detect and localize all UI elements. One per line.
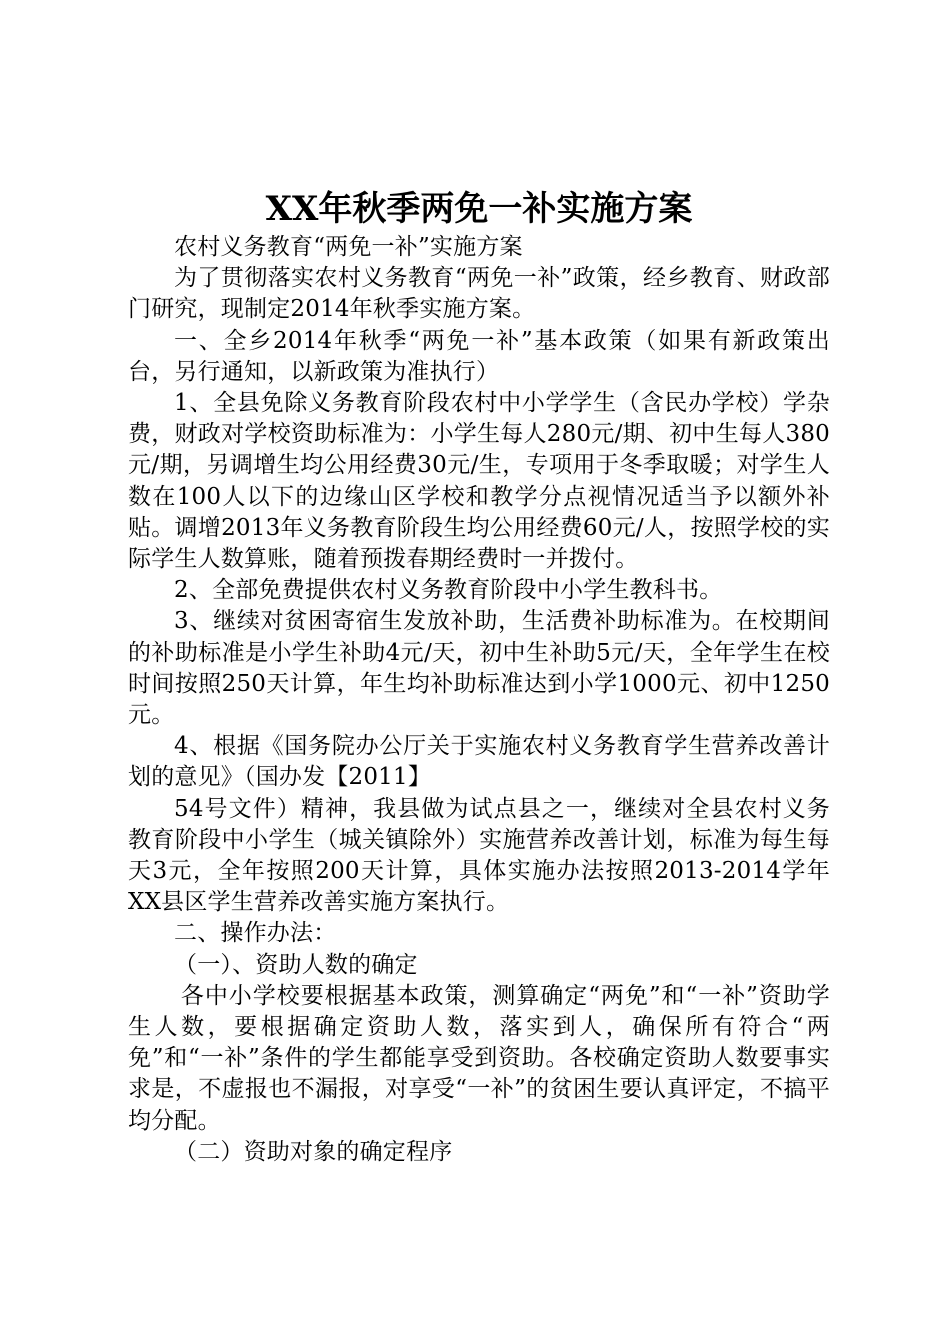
document-page	[128, 186, 830, 1168]
paragraph-item-3: 3、继续对贫困寄宿生发放补助，生活费补助标准为。在校期间的补助标准是小学生补助4元/天，初中生补助5元/天，全年学生在校时间按照250天计算，年生均补助标准达到小学1000元、初中1250元。	[128, 608, 830, 729]
paragraph-subsection-2-heading: （二）资助对象的确定程序	[174, 1138, 453, 1165]
paragraph-section-2-heading: 二、操作办法：	[174, 920, 337, 947]
paragraph-item-4: 4、根据《国务院办公厅关于实施农村义务教育学生营养改善计划的意见》（国办发【2011】	[128, 733, 830, 791]
paragraph-item-2: 2、全部免费提供农村义务教育阶段中小学生教科书。	[174, 577, 723, 604]
document-title: XX年秋季两免一补实施方案	[265, 189, 693, 229]
paragraph-item-1: 1、全县免除义务教育阶段农村中小学学生（含民办学校）学杂费，财政对学校资助标准为：小学生每人280元/期、初中生每人380元/期，另调增生均公用经费30元/生，专项用于冬季取暖；对学生人数在100人以下的边缘山区学校和教学分点视情况适当予以额外补贴。调增2013年义务教育阶段生均公用经费60元/人，按照学校的实际学生人数算账，随着预拨春期经费时一并拨付。	[128, 390, 830, 573]
paragraph-subsection-1-body: 各中小学校要根据基本政策，测算确定“两免”和“一补”资助学生人数，要根据确定资助人数，落实到人，确保所有符合“两免”和“一补”条件的学生都能享受到资助。各校确定资助人数要事实求是，不虚报也不漏报，对享受“一补”的贫困生要认真评定，不搞平均分配。	[128, 982, 830, 1134]
paragraph-intro: 为了贯彻落实农村义务教育“两免一补”政策，经乡教育、财政部门研究，现制定2014年秋季实施方案。	[128, 265, 830, 323]
paragraph-subtitle: 农村义务教育“两免一补”实施方案	[174, 234, 523, 260]
paragraph-section-1-heading: 一、全乡2014年秋季“两免一补”基本政策（如果有新政策出台，另行通知，以新政策为准执行）	[128, 327, 830, 385]
paragraph-item-4-continued: 54号文件）精神，我县做为试点县之一，继续对全县农村义务教育阶段中小学生（城关镇除外）实施营养改善计划，标准为每生每天3元，全年按照200天计算，具体实施办法按照2013-2014学年XX县区学生营养改善实施方案执行。	[128, 795, 830, 916]
paragraph-subsection-1-heading: （一）、资助人数的确定	[174, 951, 418, 978]
